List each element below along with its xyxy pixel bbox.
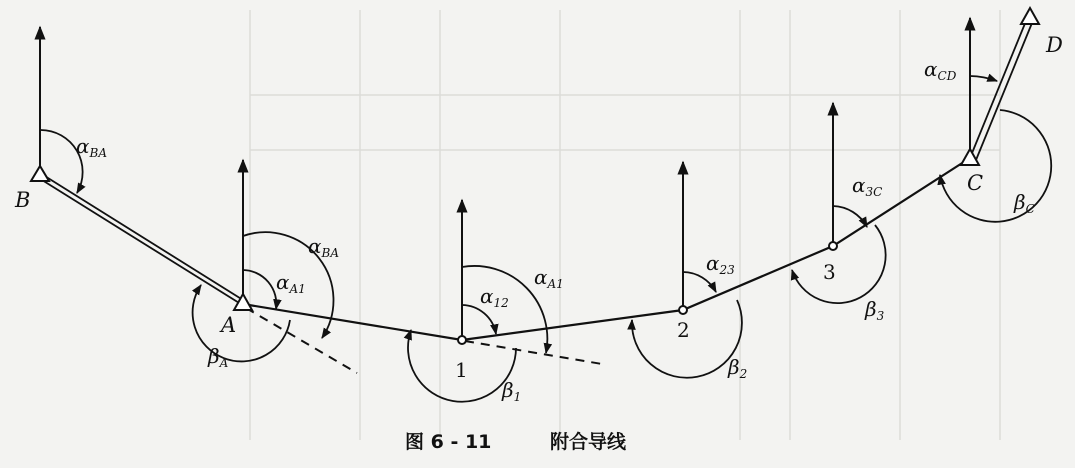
- label-1: 1: [455, 358, 468, 382]
- label-alpha-BA-mid: $\alpha_{BA}$: [308, 234, 339, 260]
- label-alpha-A1: $\alpha_{A1}$: [276, 270, 306, 296]
- extension-lines: [246, 308, 602, 373]
- label-alpha-12: $\alpha_{12}$: [480, 284, 509, 310]
- arc-alpha-CD: [970, 76, 997, 81]
- caption-title: 附合导线: [550, 431, 627, 453]
- label-D: D: [1046, 33, 1063, 57]
- label-alpha-A1-mid: $\alpha_{A1}$: [534, 265, 564, 291]
- label-beta-C: $\beta_C$: [1014, 190, 1035, 216]
- label-A: A: [221, 313, 237, 337]
- label-alpha-BA-top: $\alpha_{BA}$: [76, 134, 107, 160]
- label-alpha-3C: $\alpha_{3C}$: [852, 173, 883, 199]
- arc-alpha-12: [462, 305, 496, 334]
- side-CD-line1: [970, 21, 1026, 158]
- arc-beta-3: [792, 225, 886, 303]
- side-BA-line1: [40, 173, 243, 300]
- label-beta-3: $\beta_3$: [865, 297, 885, 323]
- label-beta-2: $\beta_2$: [728, 355, 748, 381]
- caption-number: 图 6 - 11: [405, 431, 492, 453]
- label-alpha-CD: $\alpha_{CD}$: [924, 57, 957, 83]
- triangle-B: [31, 166, 49, 181]
- arc-alpha-23: [683, 272, 716, 292]
- known-sides: [40, 21, 1032, 306]
- figure-caption: [405, 430, 627, 453]
- point-1: [458, 336, 466, 344]
- arc-alpha-3C: [833, 206, 867, 227]
- background-table: [250, 10, 1000, 440]
- label-alpha-23: $\alpha_{23}$: [706, 251, 735, 277]
- north-arrows: [40, 18, 970, 338]
- stations: [31, 8, 1039, 344]
- side-BA-line2: [42, 180, 244, 306]
- extension-BA: [246, 308, 357, 373]
- side-CD-line2: [976, 23, 1032, 160]
- label-2: 2: [677, 318, 690, 342]
- label-beta-1: $\beta_1$: [502, 378, 522, 404]
- label-C: C: [967, 171, 984, 195]
- label-B: B: [15, 188, 31, 212]
- point-3: [829, 242, 837, 250]
- angle-labels: [76, 57, 1035, 404]
- label-beta-A: $\beta_A$: [208, 344, 229, 370]
- point-2: [679, 306, 687, 314]
- triangle-D: [1021, 8, 1039, 24]
- extension-A1: [465, 341, 602, 364]
- label-3: 3: [823, 260, 836, 284]
